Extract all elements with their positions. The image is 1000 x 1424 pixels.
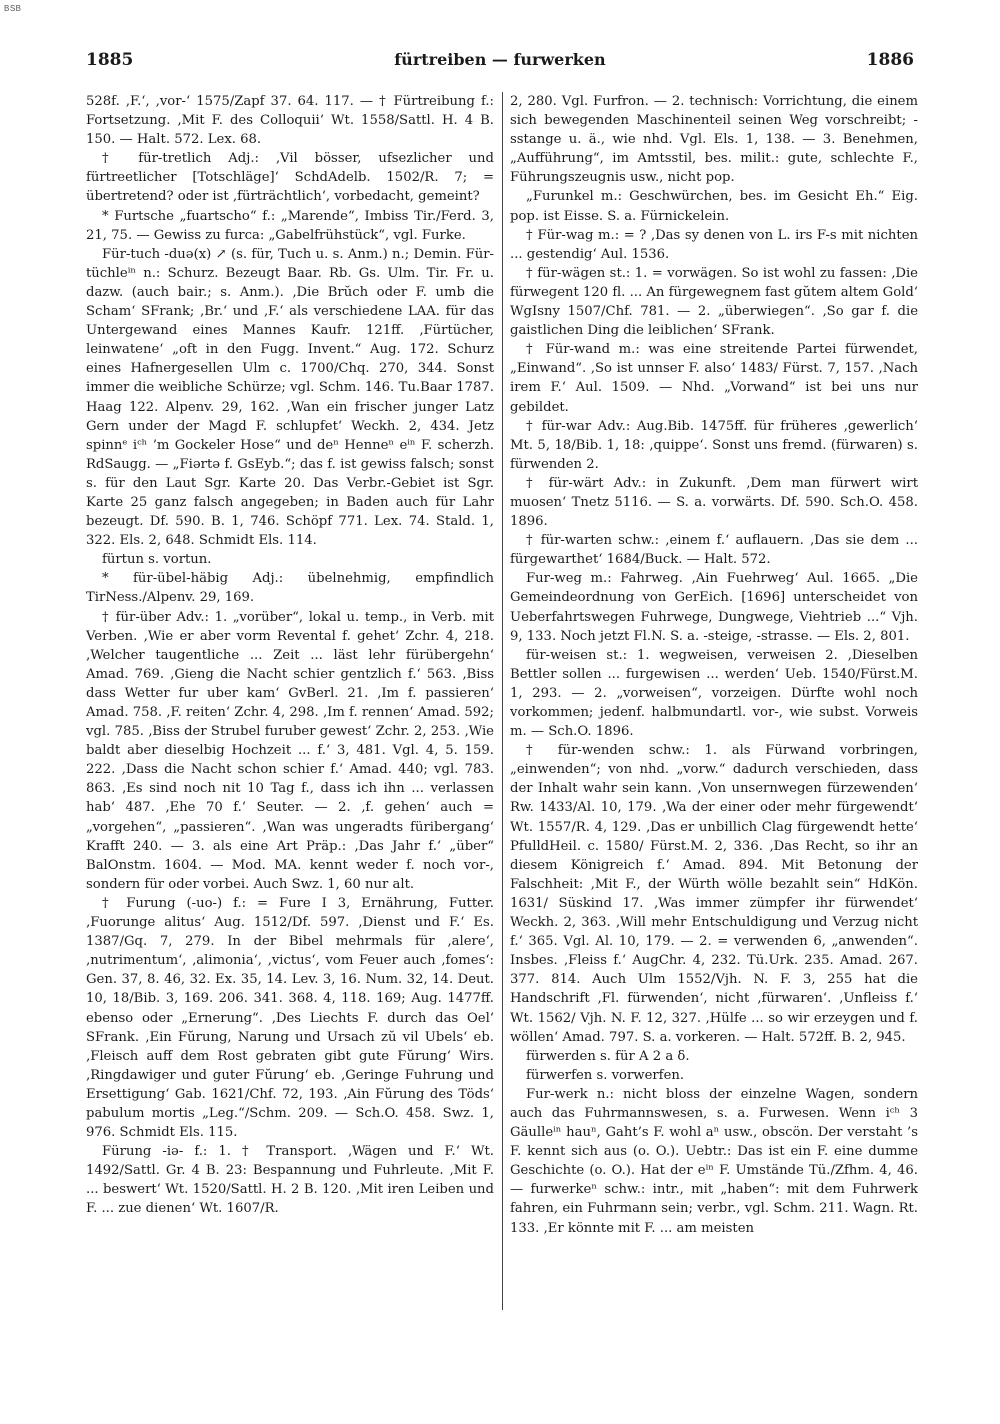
- dictionary-entry: † für-tretlich Adj.: ‚Vil bösser, ufsezlicher und fürtreetlicher [Totschläge]‘ SchdAdelb. 1502/R. 7; = übertretend? oder ist ‚fürträchtlich‘, vorbedacht, gemeint?: [86, 151, 494, 205]
- library-stamp: BSB: [4, 4, 22, 13]
- running-title: fürtreiben — furwerken: [394, 50, 606, 69]
- dictionary-entry: † Furung (-uo-) f.: = Fure I 3, Ernährung, Futter. ‚Fuorunge alitus‘ Aug. 1512/Df. 597. ‚Dienst und F.‘ Es. 1387/Gq. 7, 279. In der Bibel mehrmals für ‚alere‘, ‚nutrimentum‘, ‚alimonia‘, ‚victus‘, vom Feuer auch ‚fomes‘: Gen. 37, 8. 46, 32. Ex. 35, 14. Lev. 3, 16. Num. 32, 14. Deut. 10, 18/Bib. 3, 169. 206. 341. 368. 4, 118. 169; Aug. 1477ff. ebenso oder „Ernerung“. ‚Des Liechts F. durch das Oel‘ SFrank. ‚Ein Fŭrung, Narung und Ursach zŭ vil Ubels‘ eb. ‚Fleisch auff dem Rost gebraten gibt gute Fŭrung‘ Wirs. ‚Ringdawiger und guter Fŭrung‘ eb. ‚Geringe Fuhrung und Ersettigung‘ Gab. 1621/Chf. 72, 193. ‚Ain Fŭrung des Töds‘ pabulum mortis „Leg.“/Schm. 209. — Sch.O. 458. Swz. 1, 976. Schmidt Els. 115.: [86, 895, 494, 1141]
- dictionary-entry: Fürung -iə- f.: 1. † Transport. ‚Wägen und F.‘ Wt. 1492/Sattl. Gr. 4 B. 23: Bespannung und Fuhrleute. ‚Mit F. ... beswert‘ Wt. 1520/Sattl. H. 2 B. 120. ‚Mit iren Leiben und F. ... zue dienen‘ Wt. 1607/R.: [86, 1144, 494, 1217]
- dictionary-entry: „Furunkel m.: Geschwürchen, bes. im Gesicht Eh.“ Eig. pop. ist Eisse. S. a. Fürnickelein.: [510, 189, 918, 224]
- dictionary-entry: † für-über Adv.: 1. „vorüber“, lokal u. temp., in Verb. mit Verben. ‚Wie er aber vorm Revental f. gehet‘ Zchr. 4, 218. ‚Welcher taugentliche ... Zeit ... läst lehr fürübergehn‘ Amad. 769. ‚Gieng die Nacht schier gentzlich f.‘ 563. ‚Biss dass Wetter fur uber kam‘ GvBerl. 21. ‚Im f. passieren‘ Amad. 758. ‚F. reiten‘ Zchr. 4, 298. ‚Im f. rennen‘ Amad. 592; vgl. 785. ‚Biss der Strubel furuber gewest‘ Zchr. 2, 253. ‚Wie baldt aber dieselbig Hochzeit ... f.‘ 3, 481. Vgl. 4, 5. 159. 222. ‚Dass die Nacht schon schier f.‘ Amad. 440; vgl. 783. 863. ‚Es sind noch nit 10 Tag f., dass ich ihn ... verlassen hab‘ 487. ‚Ehe 70 f.‘ Seuter. — 2. ‚f. gehen‘ auch = „vorgehen“, „passieren“. ‚Wan was ungeradts füribergang‘ Krafft 240. — 3. als eine Art Präp.: ‚Das Jahr f.‘ „über“ BalOnstm. 1604. — Mod. MA. kennt weder f. noch vor-, sondern für oder vorbei. Auch Swz. 1, 60 nur alt.: [86, 609, 494, 892]
- page-number-left: 1885: [86, 50, 134, 70]
- left-column: [86, 92, 494, 1322]
- dictionary-entry: † für-war Adv.: Aug.Bib. 1475ff. für früheres ‚gewerlich‘ Mt. 5, 18/Bib. 1, 18: ‚quippe‘. Sonst uns fremd. (fürwaren) s. fürwenden 2.: [510, 418, 918, 472]
- dictionary-entry: † für-wärt Adv.: in Zukunft. ‚Dem man fürwert wirt muosen‘ Tnetz 5116. — S. a. vorwärts. Df. 590. Sch.O. 458. 1896.: [510, 475, 918, 530]
- column-divider: [502, 92, 503, 1310]
- dictionary-entry: † für-wenden schw.: 1. als Fürwand vorbringen, „einwenden“; von nhd. „vorw.“ dadurch verschieden, dass der Inhalt wahr sein kann. ‚Von unsernwegen fürzewenden‘ Rw. 1433/Al. 10, 179. ‚Wa der einer oder mehr fürgewendt‘ Wt. 1557/R. 4, 129. ‚Das er unbillich Clag fürgewendt hette‘ PfulldHeil. c. 1580/ Fürst.M. 2, 336. ‚Das Recht, so ihr an diesem Königreich f.‘ Amad. 894. Mit Betonung der Falschheit: ‚Mit F., der Würth wölle bezahlt sein“ HdKön. 1631/ Süskind 17. ‚Was immer zümpfer ihr fürwendet‘ Weckh. 2, 363. ‚Will mehr Entschuldigung und Verzug nicht f.‘ 365. Vgl. Al. 10, 179. — 2. = verwenden 6, „anwenden“. Insbes. ‚Fleiss f.‘ AugChr. 4, 232. Tü.Urk. 235. Amad. 267. 377. 814. Auch Ulm 1552/Vjh. N. F. 3, 255 hat die Handschrift ‚Fl. fürwenden‘, nicht ‚fürwaren‘. ‚Unfleiss f.‘ Wt. 1562/ Vjh. N. F. 12, 327. ‚Hülfe ... so wir erzeygen und f. wöllen‘ Amad. 797. S. a. vorkeren. — Halt. 572ff. B. 2, 945.: [510, 743, 918, 1045]
- dictionary-entry: Fur-werk n.: nicht bloss der einzelne Wagen, sondern auch das Fuhrmannswesen, s. a. Furwesen. Wenn iᶜʰ 3 Gäulleⁱⁿ hauⁿ, Gaht’s F. wohl aⁿ usw., obscön. Der verstaht ’s F. kennt sich aus (o. O.). Uebtr.: Das ist ein F. eine dumme Geschichte (o. O.). Hat der eⁱⁿ F. Umstände Tü./Zfhm. 4, 46. — furwerkeⁿ schw.: intr., mit „haben“: mit dem Fuhrwerk fahren, ein Fuhrmann sein; verbr., vgl. Schm. 211. Wagn. Rt. 133. ‚Er könnte mit F. ... am meisten: [510, 1086, 918, 1236]
- dictionary-entry: † Für-wag m.: = ? ‚Das sy denen von L. irs F-s mit nichten ... gestendig‘ Aul. 1536.: [510, 227, 918, 262]
- dictionary-entry: Fur-weg m.: Fahrweg. ‚Ain Fuehrweg‘ Aul. 1665. „Die Gemeindeordnung von GerEich. [1696] unterscheidet von Ueberfahrtswegen Fuhrwege, Dungwege, Viehtrieb ...“ Vjh. 9, 133. Noch jetzt Fl.N. S. a. -steige, -strasse. — Els. 2, 801.: [510, 571, 918, 644]
- dictionary-entry: fürwerden s. für A 2 a δ.: [526, 1048, 690, 1064]
- dictionary-entry: für-weisen st.: 1. wegweisen, verweisen 2. ‚Dieselben Bettler sollen ... furgewisen ... werden‘ Ueb. 1540/Fürst.M. 1, 293. — 2. „vorweisen“, vorzeigen. Dürfte wohl noch vorkommen; jedenf. halbmundartl. vor-, wie subst. Vorweis m. — Sch.O. 1896.: [510, 647, 918, 740]
- right-column: [510, 92, 918, 1322]
- dictionary-entry: † für-wägen st.: 1. = vorwägen. So ist wohl zu fassen: ‚Die fürwegent 120 fl. ... An fürgewegnem fast gŭtem altem Gold‘ WgIsny 1507/Chf. 781. — 2. „überwiegen“. ‚So gar f. die gaistlichen Ding die leiblichen‘ SFrank.: [510, 265, 918, 339]
- dictionary-entry: † für-warten schw.: ‚einem f.‘ auflauern. ‚Das sie dem ... fürgewarthet‘ 1684/Buck. — Halt. 572.: [510, 533, 918, 568]
- dictionary-entry: fürtun s. vortun.: [102, 552, 212, 568]
- dictionary-entry: Für-tuch -duə(x) ↗ (s. für, Tuch u. s. Anm.) n.; Demin. Für-tüchleⁱⁿ n.: Schurz. Bezeugt Baar. Rb. Gs. Ulm. Tir. Fr. u. dazw. (auch bair.; s. Anm.). ‚Die Brŭch oder F. umb die Scham‘ SFrank; ‚Br.‘ und ‚F.‘ als verschiedene LAA. für das Untergewand eines Mannes Kaufr. 121ff. ‚Fürtücher, leinwatene‘ „oft in den Fugg. Invent.“ Aug. 172. Schurz eines Hafnergesellen Ulm c. 1700/Chq. 270, 344. Sonst immer die weibliche Schürze; vgl. Schm. 146. Tu.Baar 1787. Haag 122. Alpenv. 29, 162. ‚Wan ein frischer junger Latz Gern under der Magd F. schlupfet‘ Weckh. 2, 434. Jetz spinnᵉ iᶜʰ ’m Gockeler Hose“ und deⁿ Henneⁿ eⁱⁿ F. scherzh. RdSaugg. — „Fiərtə f. GsEyb.“; das f. ist gewiss falsch; sonst s. für den Laut Sgr. Karte 20. Das Verbr.-Gebiet ist Sgr. Karte 25 ganz falsch angegeben; in Baden auch für Lahr bezeugt. Df. 590. B. 1, 746. Schöpf 771. Lex. 74. Stald. 1, 322. Els. 2, 648. Schmidt Els. 114.: [86, 246, 494, 549]
- page-number-right: 1886: [866, 50, 914, 70]
- dictionary-entry: * Furtsche „fuartscho“ f.: „Marende“, Imbiss Tir./Ferd. 3, 21, 75. — Gewiss zu furca: „Gabelfrühstück“, vgl. Furke.: [86, 208, 494, 243]
- dictionary-entry: † Für-wand m.: was eine streitende Partei fürwendet, „Einwand“. ‚So ist unnser F. also‘ 1483/ Fürst. 7, 157. ‚Nach irem F.‘ Aul. 1509. — Nhd. „Vorwand“ ist bei uns nur gebildet.: [510, 342, 918, 415]
- page-header: [86, 48, 914, 74]
- dictionary-entry: fürwerfen s. vorwerfen.: [526, 1067, 685, 1083]
- dictionary-entry: 2, 280. Vgl. Furfron. — 2. technisch: Vorrichtung, die einem sich bewegenden Maschinenteil seinen Weg vorschreibt; -sstange u. ä., wie nhd. Vgl. Els. 1, 138. — 3. Benehmen, „Aufführung“, im Amtsstil, bes. milit.: gute, schlechte F., Führungszeugnis usw., nicht pop.: [510, 94, 918, 186]
- dictionary-entry: 528f. ‚F.‘, ‚vor-‘ 1575/Zapf 37. 64. 117. — † Fürtreibung f.: Fortsetzung. ‚Mit F. des Colloquii‘ Wt. 1558/Sattl. H. 4 B. 150. — Halt. 572. Lex. 68.: [86, 94, 494, 148]
- dictionary-entry: * für-übel-häbig Adj.: übelnehmig, empfindlich TirNess./Alpenv. 29, 169.: [86, 571, 494, 606]
